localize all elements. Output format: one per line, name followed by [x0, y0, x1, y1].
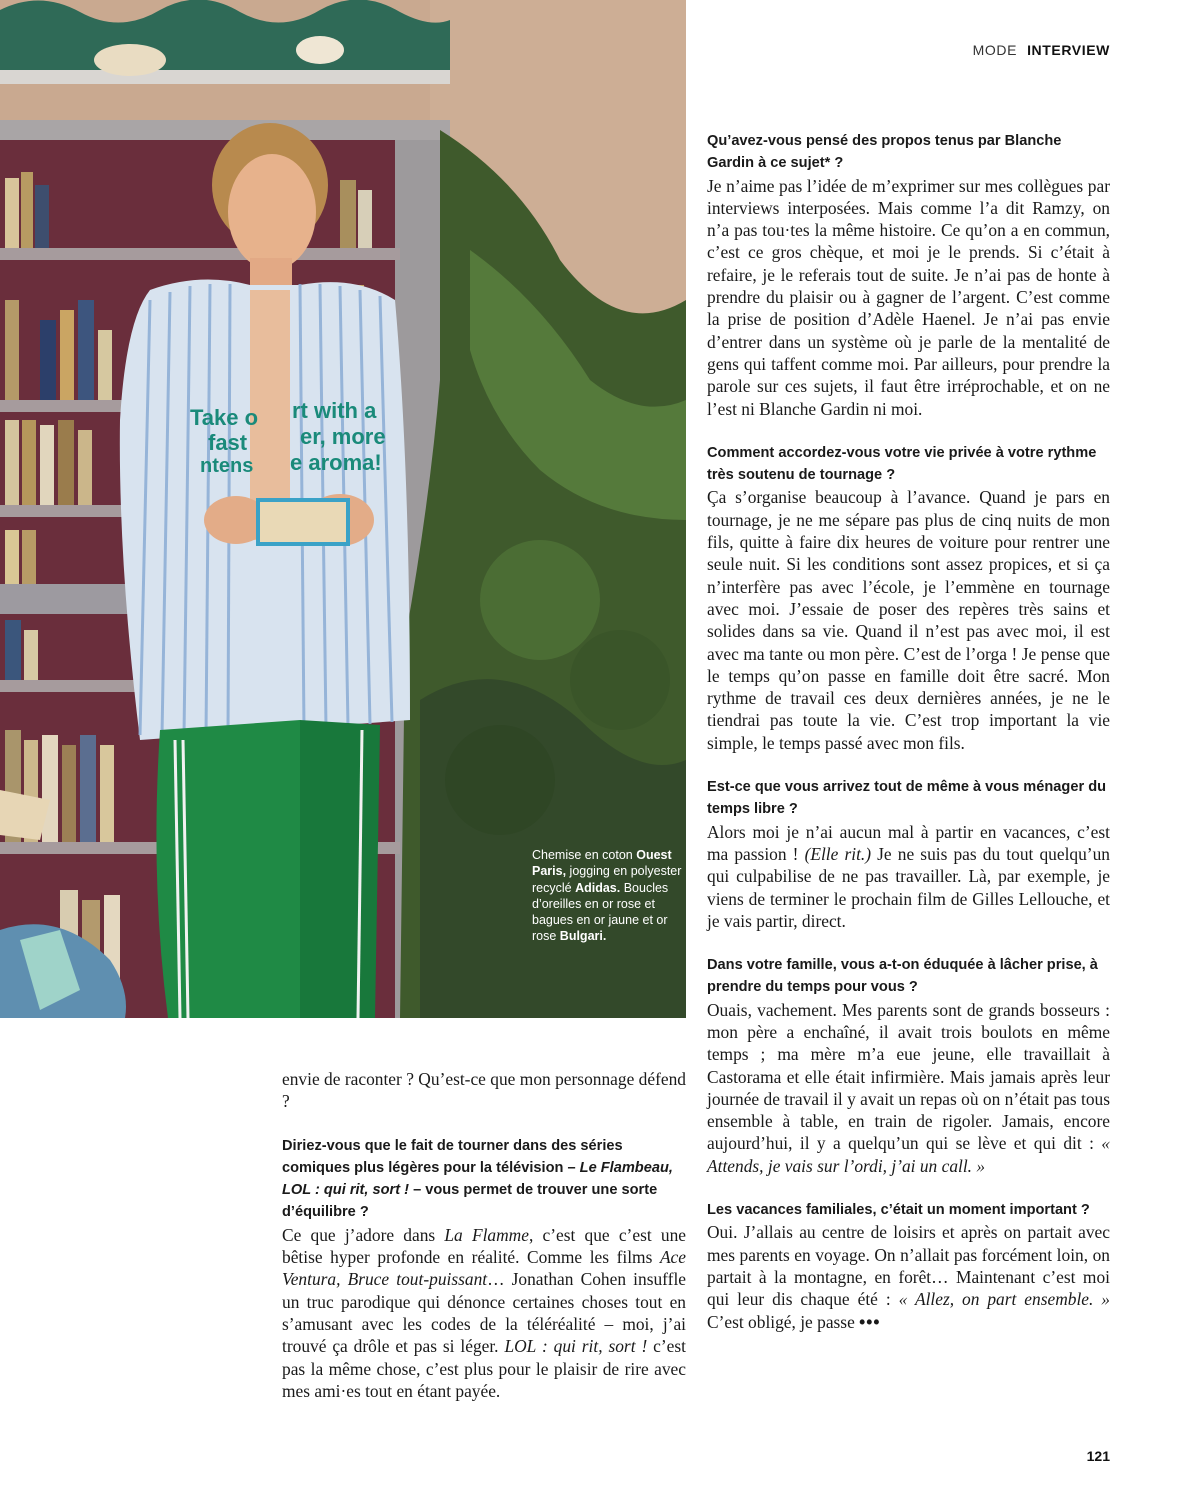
question-5: Dans votre famille, vous a-t-on éduquée à lâcher prise, à prendre du temps pour vous ?: [707, 957, 1098, 996]
caption-brand: Bulgari.: [559, 929, 607, 944]
rubric-label: INTERVIEW: [1027, 42, 1110, 58]
question-text: Diriez-vous que le fait de tourner dans des séries comiques plus légères pour la télévision: [282, 1137, 623, 1176]
left-column: [282, 1068, 686, 1402]
caption-brand: Adidas.: [575, 880, 621, 895]
shirt-print-6: e aroma!: [290, 450, 382, 475]
answer-text: , c’est que c’est une bêtise hyper profonde en réalité. Comme les films: [282, 1224, 686, 1268]
shirt-print-4: er, more: [300, 424, 386, 449]
shirt-print-2: rt with a: [292, 398, 377, 423]
question-3: Comment accordez-vous votre vie privée à votre rythme très soutenu de tournage ?: [707, 444, 1097, 484]
shirt-print-3: fast: [208, 430, 248, 455]
shirt-print-1: Take o: [190, 405, 259, 430]
answer-italic: La Flamme: [444, 1224, 529, 1245]
answer-italic: Ace Ventura, Bruce tout-puissant: [282, 1247, 686, 1290]
page-header: [973, 42, 1110, 58]
photo-caption: [532, 847, 682, 945]
roof-tiles: [0, 0, 450, 74]
caption-text: jogging en polyester recyclé: [532, 864, 682, 895]
lead-paragraph: envie de raconter ? Qu’est-ce que mon personnage défend ?: [282, 1069, 686, 1112]
answer-5: [707, 999, 1110, 1177]
caption-brand: Ouest Paris,: [532, 848, 672, 879]
answer-text: Ce que j’adore dans: [282, 1224, 445, 1245]
answer-6: [707, 1221, 1110, 1332]
continued-marker: •••: [859, 1311, 881, 1332]
answer-3: Ça s’organise beaucoup à l’avance. Quand je pars en tournage, je ne me sépare pas plus de cinq nuits de mon fils, quitte à faire dix heures de voiture pour rentrer une seule nuit. Si les conditions sont assez propices, et si ça n’interfère pas avec l’école, je l’emmène en tournage avec moi. J’essaie de poser des repères très sains et solides dans sa vie. Quand il n’est pas avec moi, il est avec ma tante ou mon père. C’est de l’orga ! Je pense que le temps qu’on passe en famille doit être sacré. Mon rythme de travail ces deux dernières années, je ne le tiendrai pas toute la vie. C’est trop important la vie simple, le temps passé avec mon fils.: [707, 487, 1110, 753]
section-label: MODE: [972, 42, 1018, 58]
question-text: – vous permet de trouver une sorte d’équilibre ?: [282, 1182, 658, 1221]
answer-italic: LOL : qui rit, sort !: [504, 1336, 648, 1357]
answer-4: [707, 821, 1110, 932]
answer-1: [282, 1224, 686, 1402]
matchbox: [258, 500, 348, 544]
answer-italic: « Attends, je vais sur l’ordi, j’ai un call. »: [707, 1133, 1110, 1176]
caption-text: Chemise en coton: [532, 848, 637, 862]
answer-text: … Jonathan Cohen insuffle un truc parodique qui dénonce certaines choses tout en s’amusant avec les codes de la téléréalité – moi, j’ai trouvé ça drôle et pas si léger.: [282, 1269, 686, 1357]
answer-italic: (Elle rit.): [804, 843, 872, 864]
question-6: Les vacances familiales, c’était un moment important ?: [707, 1202, 1090, 1219]
answer-text: Oui. J’allais au centre de loisirs et après on partait avec mes parents en voyage. On n’allait pas forcément loin, on partait à la montagne, en forêt… Maintenant c’est moi qui leur dis chaque été :: [707, 1222, 1110, 1310]
cover-photo: [0, 0, 686, 1018]
answer-2: Je n’aime pas l’idée de m’exprimer sur mes collègues par interviews interposées. Mais comme l’a dit Ramzy, on n’a pas tou·tes la même histoire. Ce qu’on a en commun, c’est ce gros chèque, et moi je le prends. Si c’était à refaire, je le referais tout de suite. Je n’ai pas de honte à prendre du plaisir ou à gagner de l’argent. C’est comme la prise de position d’Adèle Haenel. Je n’ai pas envie d’entrer dans un système où je parle de la mentalité de gens qui taffent comme moi. Par ailleurs, pour prendre la parole sur ces sujets, il faut être irréprochable, et on ne l’est ni Blanche Gardin ni moi.: [707, 175, 1110, 419]
page-number: 121: [1086, 1448, 1110, 1464]
question-text: –: [563, 1159, 580, 1176]
answer-text: Ouais, vachement. Mes parents sont de grands bosseurs : mon père a enchaîné, il avait trois boulots en même temps ; ma mère m’a eue jeune, elle travaillait à Castorama et elle était infirmière. Mais jamais après leur journée de travail il y avait un repas où on n’était pas tous ensemble à table, en train de rigoler. Jamais, encore aujourd’hui, il y a quelqu’un qui se lève et qui dit :: [707, 999, 1110, 1154]
right-column: [707, 130, 1110, 1333]
question-1: [282, 1135, 686, 1224]
shirt-print-5: ntens: [200, 455, 254, 477]
question-italic: Le Flambeau, LOL : qui rit, sort !: [282, 1159, 673, 1199]
answer-italic: « Allez, on part ensemble. »: [898, 1289, 1110, 1310]
answer-text: Alors moi je n’ai aucun mal à partir en vacances, c’est ma passion !: [707, 821, 1110, 864]
answer-text: C’est obligé, je passe: [707, 1311, 860, 1332]
question-4: Est-ce que vous arrivez tout de même à vous ménager du temps libre ?: [707, 779, 1107, 818]
caption-text: Boucles d’oreilles en or rose et bagues en or jaune et or rose: [532, 880, 669, 944]
answer-text: c’est pas la même chose, c’est plus pour le plaisir de rire avec mes ami·es tout en étant payée.: [282, 1336, 686, 1401]
question-2: Qu’avez-vous pensé des propos tenus par Blanche Gardin à ce sujet* ?: [707, 133, 1062, 172]
answer-text: Je ne suis pas du tout quelqu’un qui culpabilise de ne pas travailler. Là, par exemple, je viens de terminer le prochain film de Gilles Lellouche, et je vais partir, direct.: [707, 843, 1110, 931]
